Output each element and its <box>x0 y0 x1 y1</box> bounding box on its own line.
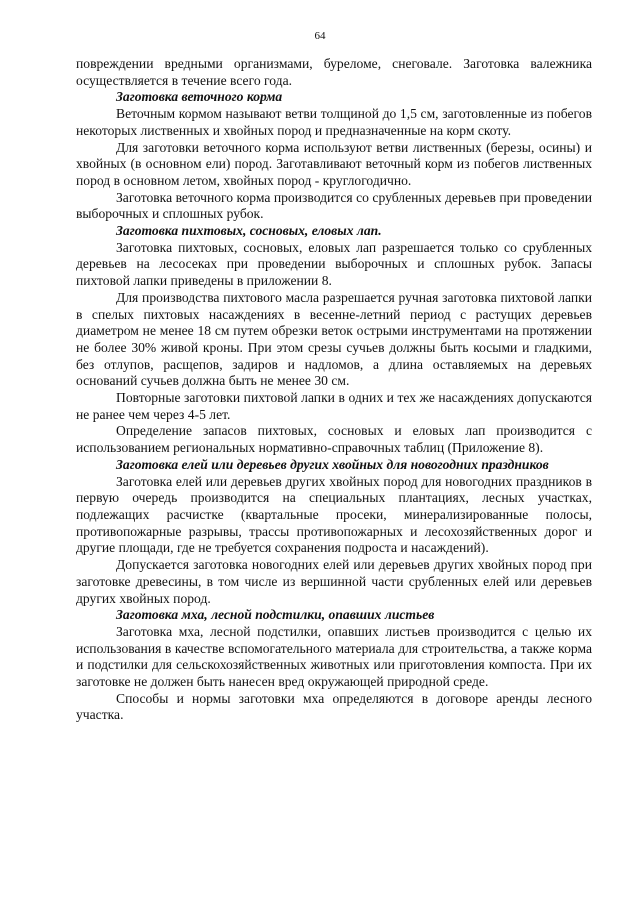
section-heading-new-year-trees: Заготовка елей или деревьев других хвойных для новогодних праздников <box>116 456 549 472</box>
paragraph: Допускается заготовка новогодних елей или деревьев других хвойных пород при заготовке древесины, в том числе из вершинной части срубленных елей или деревьев других хвойных пород. <box>76 557 592 606</box>
section-heading-conifer-branches: Заготовка пихтовых, сосновых, еловых лап. <box>116 223 382 239</box>
paragraph: Веточным кормом называют ветви толщиной до 1,5 см, заготовленные из побегов некоторых лиственных и хвойных пород и предназначенные на корм скоту. <box>76 106 592 138</box>
paragraph: Заготовка пихтовых, сосновых, еловых лап разрешается только со срубленных деревьев на лесосеках при проведении выборочных и сплошных рубок. Запасы пихтовой лапки приведены в приложении 8. <box>76 239 592 289</box>
page-body <box>76 56 592 724</box>
paragraph: Способы и нормы заготовки мха определяются в договоре аренды лесного участка. <box>76 690 592 723</box>
section-heading-branch-feed: Заготовка веточного корма <box>116 89 283 105</box>
page-number: 64 <box>314 30 326 42</box>
section-heading-moss-litter: Заготовка мха, лесной подстилки, опавших листьев <box>116 607 435 623</box>
paragraph: Заготовка веточного корма производится со срубленных деревьев при проведении выборочных и сплошных рубок. <box>76 189 592 222</box>
paragraph: Заготовка елей или деревьев других хвойных пород для новогодних праздников в первую очередь производится на специальных плантациях, лесных участках, подлежащих расчистке (квартальные просеки, минерализированные полосы, противопожарные разрывы, трассы противопожарных и лесохозяйственных дорог и другие площади, где не требуется сохранения подроста и насаждений). <box>76 473 592 556</box>
paragraph-continued: повреждении вредными организмами, буреломе, снеговале. Заготовка валежника осуществляется в течение всего года. <box>76 56 592 88</box>
paragraph: Определение запасов пихтовых, сосновых и еловых лап производится с использованием региональных нормативно-справочных таблиц (Приложение 8). <box>76 423 592 456</box>
paragraph: Для заготовки веточного корма используют ветви лиственных (березы, осины) и хвойных (в основном ели) пород. Заготавливают веточный корм из побегов лиственных пород в основном летом, хвойных пород - круглогодично. <box>76 139 592 188</box>
paragraph: Заготовка мха, лесной подстилки, опавших листьев производится с целью их использования в качестве вспомогательного материала для строительства, а также корма и подстилки для сельскохозяйственных животных или приготовления компоста. При их заготовке не должен быть нанесен вред окружающей природной среде. <box>76 623 592 690</box>
paragraph: Для производства пихтового масла разрешается ручная заготовка пихтовой лапки в спелых пихтовых насаждениях в весенне-летний период с растущих деревьев диаметром не менее 18 см путем обрезки веток острыми инструментами на протяжении не более 30% живой кроны. При этом срезы сучьев должны быть косыми и гладкими, без отлупов, расщепов, задиров и надломов, а длина оставляемых на деревьях оснований сучьев должна быть не менее 30 см. <box>76 289 592 389</box>
paragraph: Повторные заготовки пихтовой лапки в одних и тех же насаждениях допускаются не ранее чем через 4-5 лет. <box>76 390 592 422</box>
